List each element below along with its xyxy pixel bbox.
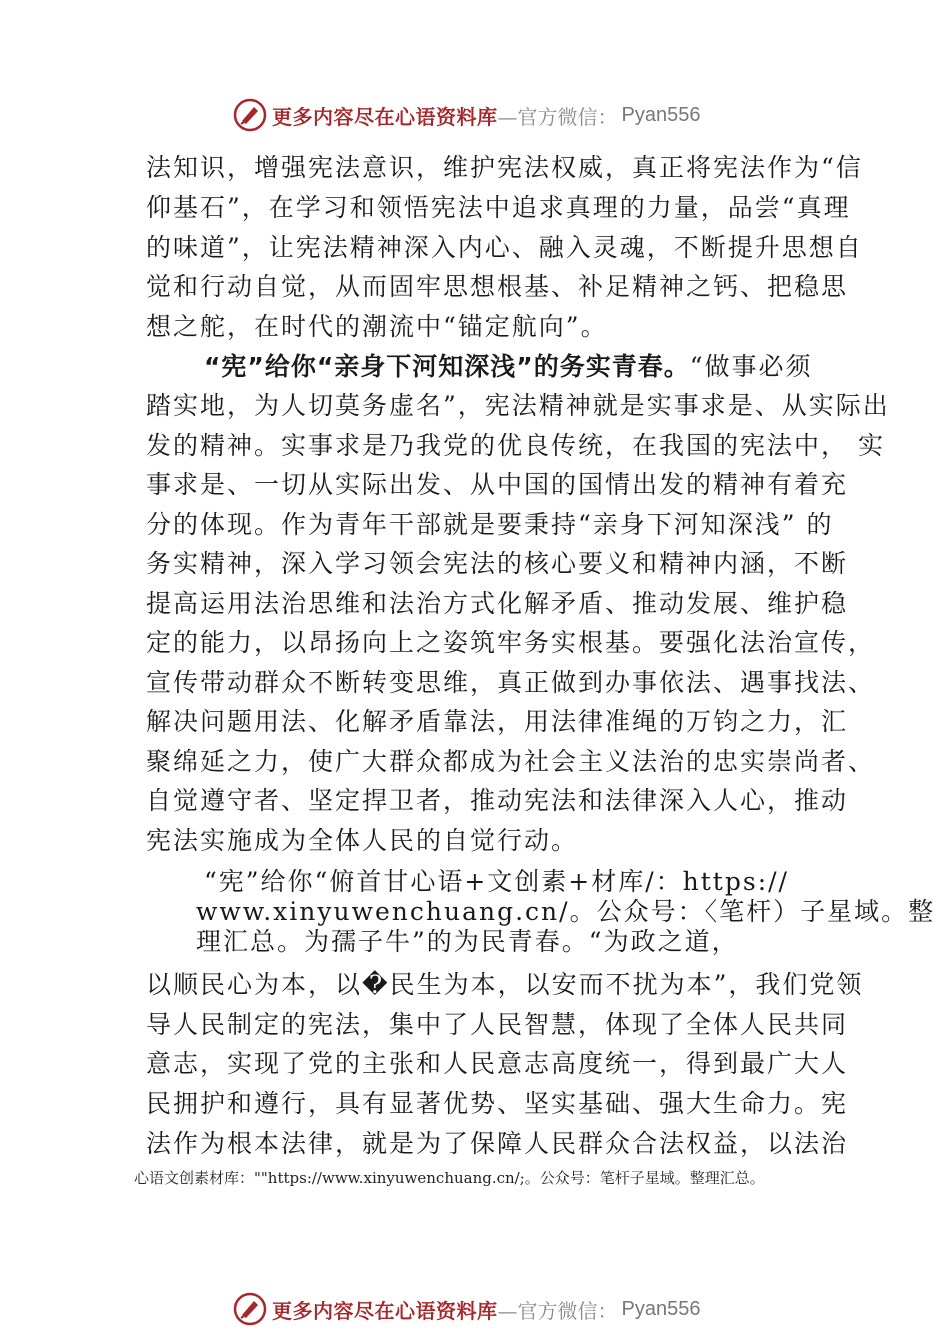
footer-banner [232, 1291, 700, 1327]
text-line: 聚绵延之力，使广大群众都成为社会主义法治的忠实崇尚者、 [146, 747, 876, 776]
banner-wechat-id: Pyan556 [621, 1297, 701, 1320]
text-line: 事求是、一切从实际出发、从中国的国情出发的精神有着充 [146, 470, 849, 499]
text-line: 意志，实现了党的主张和人民意志高度统一，得到最广大人 [146, 1049, 849, 1078]
text-line: 解决问题用法、化解矛盾靠法，用法律准绳的万钧之力，汇 [146, 707, 849, 736]
seal-logo-icon [232, 1291, 268, 1327]
banner-dash: —官方微信： [497, 1298, 618, 1323]
text-line: 导人民制定的宪法，集中了人民智慧，体现了全体人民共同 [146, 1010, 849, 1039]
text-line: 宣传带动群众不断转变思维，真正做到办事依法、遇事找法、 [146, 668, 876, 697]
footer-note: 心语文创素材库：""https://www.xinyuwenchuang.cn/;。公众号：笔杆子星域。整理汇总。 [134, 1169, 765, 1187]
text-line: 踏实地，为人切莫务虚名”，宪法精神就是实事求是、从实际出 [146, 391, 890, 420]
header-banner [232, 97, 700, 133]
text-line: 提高运用法治思维和法治方式化解矛盾、推动发展、维护稳 [146, 589, 849, 618]
text-line: 务实精神，深入学习领会宪法的核心要义和精神内涵，不断 [146, 549, 849, 578]
section-heading: “宪”给你“亲身下河知深浅”的务实青春。 [204, 352, 690, 381]
banner-title: 更多内容尽在心语资料库 [272, 1298, 498, 1323]
text-line: 发的精神。实事求是乃我党的优良传统，在我国的宪法中， 实 [146, 431, 885, 460]
text-line: 自觉遵守者、坚定捍卫者，推动宪法和法律深入人心，推动 [146, 786, 849, 815]
text-line: 宪法实施成为全体人民的自觉行动。 [146, 826, 579, 855]
text-line: 分的体现。作为青年干部就是要秉持“亲身下河知深浅” 的 [146, 510, 834, 539]
text-line: 想之舵，在时代的潮流中“锚定航向”。 [146, 312, 608, 341]
banner-dash: —官方微信： [497, 104, 618, 129]
seal-logo-icon [232, 97, 268, 133]
text-line: www.xinyuwenchuang.cn/。公众号：〈笔杆）子星域。整 [196, 897, 936, 926]
text-line: 法知识，增强宪法意识，维护宪法权威，真正将宪法作为“信 [146, 153, 863, 182]
text-line: 定的能力，以昂扬向上之姿筑牢务实根基。要强化法治宣传， [146, 628, 876, 657]
text-line: 理汇总。为孺子牛”的为民青春。“为政之道， [196, 927, 739, 956]
paragraph-heading-line [204, 351, 813, 383]
text-line: 仰基石”，在学习和领悟宪法中追求真理的力量，品尝“真理 [146, 193, 851, 222]
text-line: 法作为根本法律，就是为了保障人民群众合法权益，以法治 [146, 1129, 849, 1158]
banner-wechat-id: Pyan556 [621, 103, 701, 126]
text-line: “宪”给你“俯首甘心语+文创素+材库/：https:// [204, 867, 789, 896]
text-line: 的味道”，让宪法精神深入内心、融入灵魂，不断提升思想自 [146, 233, 863, 262]
text-line: 以顺民心为本，以�民生为本，以安而不扰为本”，我们党领 [146, 970, 864, 999]
text-line: 民拥护和遵行，具有显著优势、坚实基础、强大生命力。宪 [146, 1089, 849, 1118]
text-span: “做事必须 [689, 352, 813, 381]
banner-title: 更多内容尽在心语资料库 [272, 104, 498, 129]
text-line: 觉和行动自觉，从而固牢思想根基、补足精神之钙、把稳思 [146, 272, 849, 301]
